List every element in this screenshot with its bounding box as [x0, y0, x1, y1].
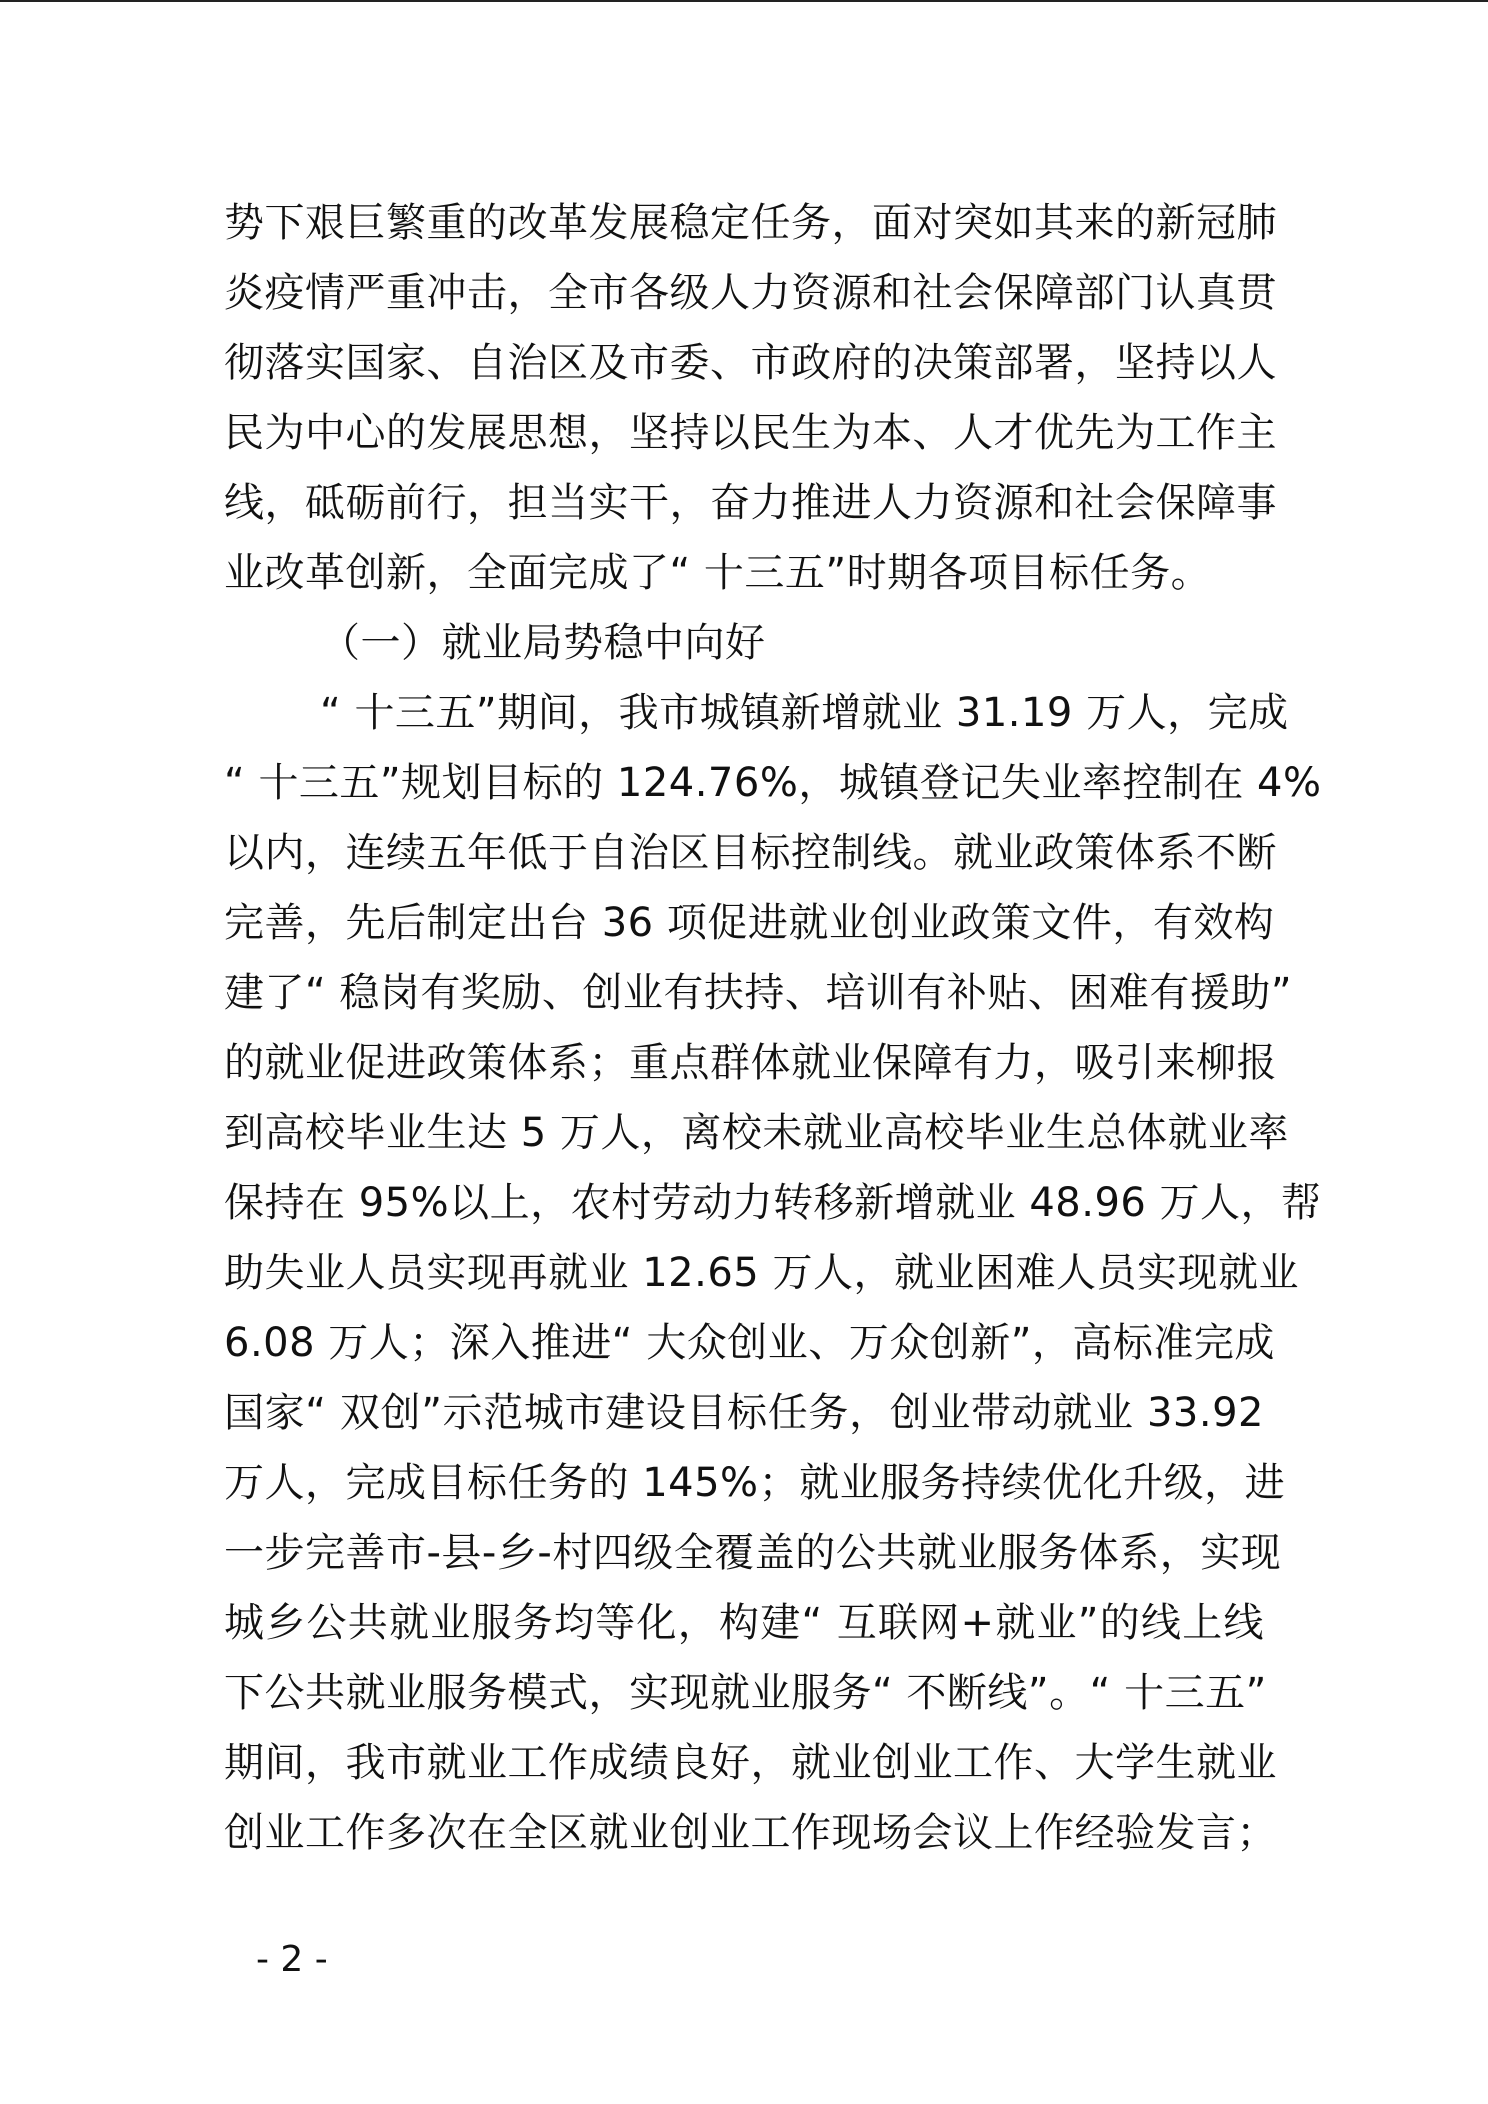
section-heading: （一）就业局势稳中向好 [320, 620, 766, 666]
paragraph-line: 创业工作多次在全区就业创业工作现场会议上作经验发言； [224, 1810, 1277, 1856]
paragraph-line: 以内，连续五年低于自治区目标控制线。就业政策体系不断 [224, 830, 1277, 876]
paragraph-line: 万人，完成目标任务的 145%；就业服务持续优化升级，进 [224, 1460, 1286, 1506]
paragraph-line: 保持在 95%以上，农村劳动力转移新增就业 48.96 万人，帮 [224, 1180, 1322, 1226]
paragraph-line: “ 十三五”期间，我市城镇新增就业 31.19 万人，完成 [320, 690, 1289, 736]
paragraph-line: 6.08 万人；深入推进“ 大众创业、万众创新”，高标准完成 [224, 1320, 1275, 1366]
text-line: 民为中心的发展思想，坚持以民生为本、人才优先为工作主 [224, 410, 1277, 456]
page-number: - 2 - [256, 1939, 328, 1980]
paragraph-line: 国家“ 双创”示范城市建设目标任务，创业带动就业 33.92 [224, 1390, 1264, 1436]
paragraph-line: 完善，先后制定出台 36 项促进就业创业政策文件，有效构 [224, 900, 1275, 946]
paragraph-line: 助失业人员实现再就业 12.65 万人，就业困难人员实现就业 [224, 1250, 1299, 1296]
paragraph-line: 期间，我市就业工作成绩良好，就业创业工作、大学生就业 [224, 1740, 1277, 1786]
paragraph-line: “ 十三五”规划目标的 124.76%，城镇登记失业率控制在 4% [224, 760, 1322, 806]
paragraph-line: 一步完善市-县-乡-村四级全覆盖的公共就业服务体系，实现 [224, 1530, 1282, 1576]
paragraph-line: 的就业促进政策体系；重点群体就业保障有力，吸引来柳报 [224, 1040, 1277, 1086]
document-body [224, 188, 1322, 1868]
top-border-line [0, 0, 1488, 2]
paragraph-line: 建了“ 稳岗有奖励、创业有扶持、培训有补贴、困难有援助” [224, 970, 1293, 1016]
text-line: 彻落实国家、自治区及市委、市政府的决策部署，坚持以人 [224, 340, 1277, 386]
text-line: 线，砥砺前行，担当实干，奋力推进人力资源和社会保障事 [224, 480, 1277, 526]
paragraph-line: 城乡公共就业服务均等化，构建“ 互联网+就业”的线上线 [224, 1600, 1264, 1646]
paragraph-line: 到高校毕业生达 5 万人，离校未就业高校毕业生总体就业率 [224, 1110, 1289, 1156]
text-line: 势下艰巨繁重的改革发展稳定任务，面对突如其来的新冠肺 [224, 200, 1277, 246]
text-line: 炎疫情严重冲击，全市各级人力资源和社会保障部门认真贯 [224, 270, 1277, 316]
text-line: 业改革创新，全面完成了“ 十三五”时期各项目标任务。 [224, 550, 1212, 596]
paragraph-line: 下公共就业服务模式，实现就业服务“ 不断线”。“ 十三五” [224, 1670, 1267, 1716]
